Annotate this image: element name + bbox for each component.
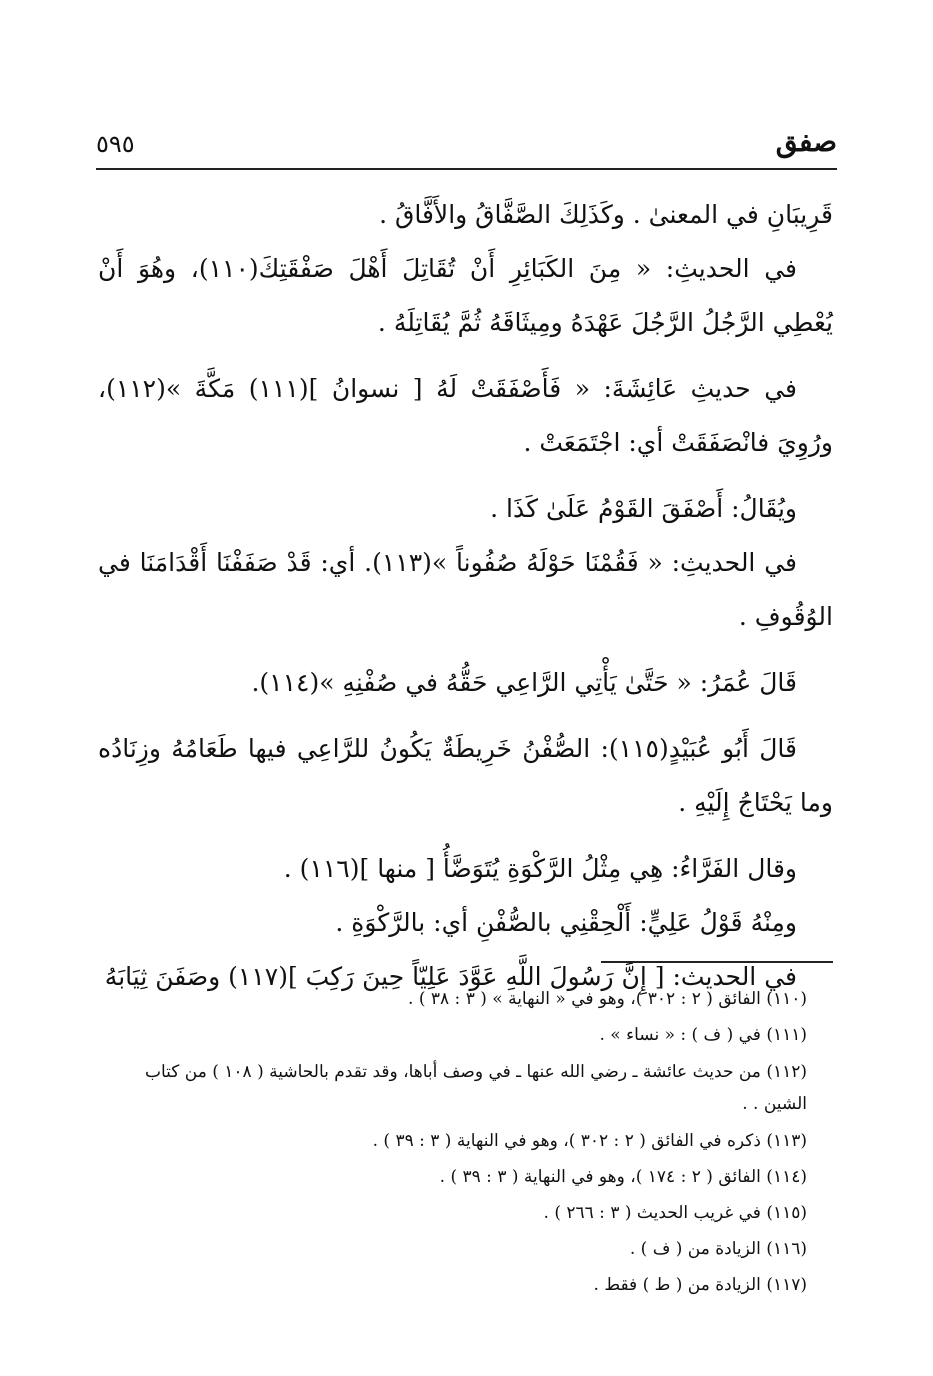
page-header: [96, 108, 837, 158]
main-text: [98, 188, 833, 1004]
footnote-rule: [601, 961, 833, 963]
running-head: صفق: [775, 125, 837, 158]
footnote: (١١١) في ( ف ) : « نساء » .: [599, 1025, 807, 1045]
paragraph: في الحديثِ: « فَقُمْنَا حَوْلَهُ صُفُوناً »(١١٣). أي: قَدْ صَفَفْنَا أَقْدَامَنَا في الوُقُوفِ .: [98, 548, 833, 631]
footnotes: [108, 984, 807, 1306]
paragraph: وقال الفَرَّاءُ: هِي مِثْلُ الرَّكْوَةِ يُتَوَضَّأُ [ منها ](١١٦) .: [283, 854, 797, 883]
footnote: (١١٤) الفائق ( ٢ : ١٧٤ )، وهو في النهاية ( ٣ : ٣٩ ) .: [439, 1167, 807, 1187]
footnote: (١١٠) الفائق ( ٢ : ٣٠٢ )، وهو في « النهاية » ( ٣ : ٣٨ ) .: [408, 989, 807, 1009]
paragraph: في الحديث: [ إِنَّ رَسُولَ اللَّهِ عَوَّدَ عَلِيّاً حِينَ رَكِبَ ](١١٧) وصَفَنَ ثِيَابَهُ: [104, 962, 797, 991]
page-number: ٥٩٥: [96, 130, 135, 158]
footnote: (١١٦) الزيادة من ( ف ) .: [629, 1239, 807, 1259]
paragraph: ومِنْهُ قَوْلُ عَلِيٍّ: أَلْحِقْنِي بالصُّفْنِ أي: بالرَّكْوَةِ .: [335, 908, 797, 937]
paragraph: في الحديثِ: « مِنَ الكَبَائِرِ أَنْ تُقَاتِلَ أَهْلَ صَفْقَتِكَ(١١٠)، وهُوَ أَنْ يُعْطِي الرَّجُلُ الرَّجُلَ عَهْدَهُ ومِيثَاقَهُ ثُمَّ يُقَاتِلَهُ .: [98, 254, 833, 337]
footnote: (١١٧) الزيادة من ( ط ) فقط .: [593, 1275, 807, 1295]
footnote: (١١٣) ذكره في الفائق ( ٢ : ٣٠٢ )، وهو في النهاية ( ٣ : ٣٩ ) .: [372, 1131, 807, 1151]
paragraph: قَالَ عُمَرُ: « حَتَّىٰ يَأْتِي الرَّاعِي حَقُّهُ في صُفْنِهِ »(١١٤).: [251, 668, 797, 697]
paragraph: قَالَ أَبُو عُبَيْدٍ(١١٥): الصُّفْنُ خَرِيطَةٌ يَكُونُ للرَّاعِي فيها طَعَامُهُ وزِنَادُه وما يَحْتَاجُ إِلَيْهِ .: [98, 734, 833, 817]
paragraph: ويُقَالُ: أَصْفَقَ القَوْمُ عَلَىٰ كَذَا .: [490, 494, 797, 523]
paragraph: في حديثِ عَائِشَةَ: « فَأَصْفَقَتْ لَهُ [ نسوانُ ](١١١) مَكَّةَ »(١١٢)، ورُوِيَ فانْصَفَقَتْ أي: اجْتَمَعَتْ .: [98, 374, 833, 457]
footnote: (١١٥) في غريب الحديث ( ٣ : ٢٦٦ ) .: [543, 1203, 807, 1223]
header-rule: [96, 168, 837, 170]
paragraph: قَرِيبَانِ في المعنىٰ . وكَذَلِكَ الصَّفَّاقُ والأَفَّاقُ .: [379, 200, 833, 229]
footnote: (١١٢) من حديث عائشة ـ رضي الله عنها ـ في وصف أباها، وقد تقدم بالحاشية ( ١٠٨ ) من كتاب الشين . .: [144, 1062, 807, 1114]
